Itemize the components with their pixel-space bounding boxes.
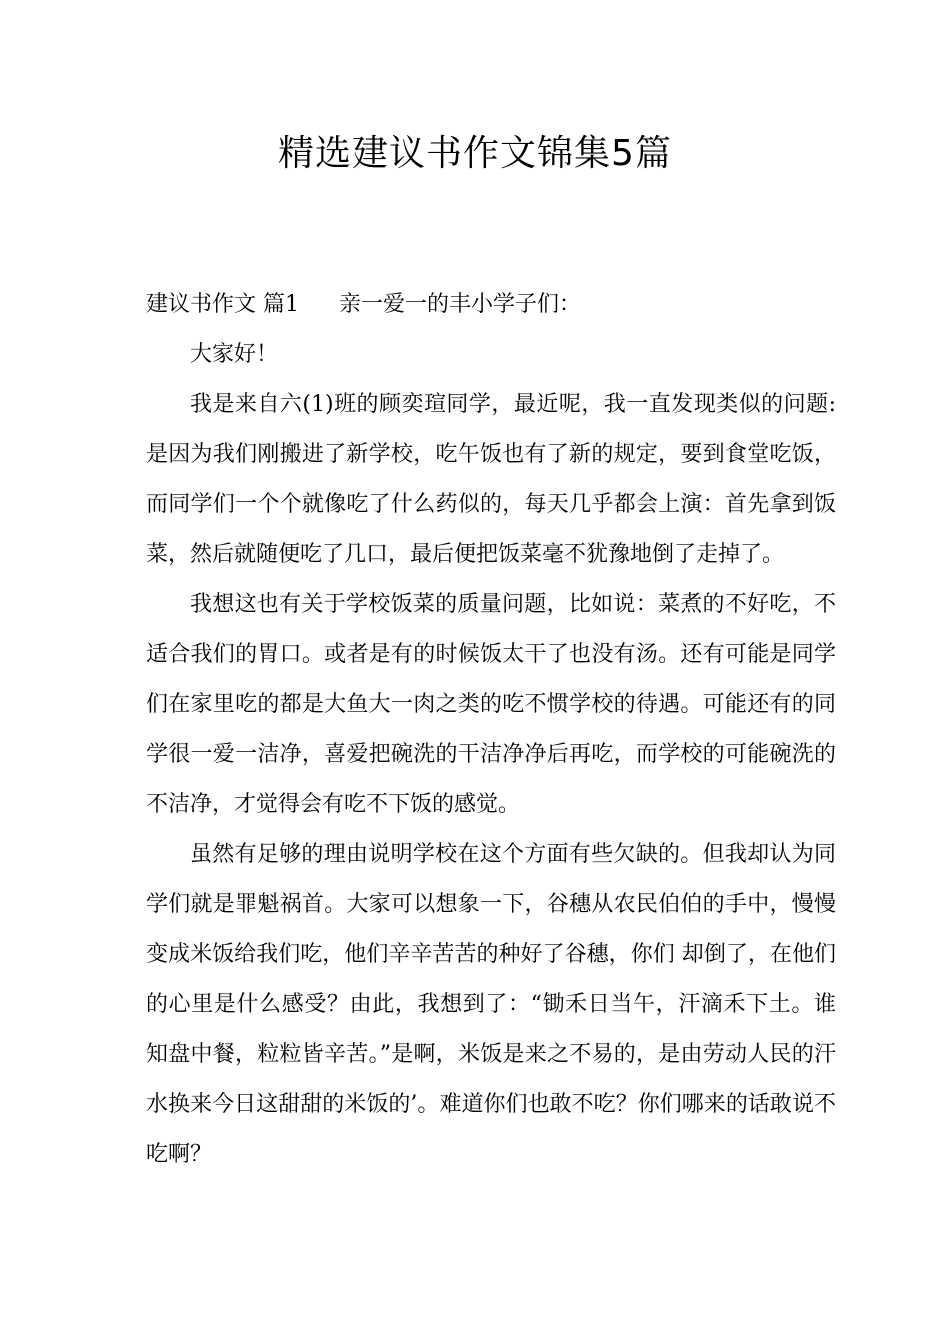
- section-heading-line: [146, 280, 836, 330]
- body-paragraph-1: 我是来自六(1)班的顾奕瑄同学，最近呢，我一直发现类似的问题:是因为我们刚搬进了新学校，吃午饭也有了新的规定，要到食堂吃饭，而同学们一个个就像吃了什么药似的，每天几乎都会上演：首先拿到饭菜，然后就随便吃了几口，最后便把饭菜毫不犹豫地倒了走掉了。: [146, 392, 836, 567]
- body-paragraph-3: 虽然有足够的理由说明学校在这个方面有些欠缺的。但我却认为同学们就是罪魁祸首。大家可以想象一下，谷穗从农民伯伯的手中，慢慢变成米饭给我们吃，他们辛辛苦苦的种好了谷穗，你们 却倒了，在他们的心里是什么感受？由此，我想到了：“锄禾日当午，汗滴禾下土。谁知盘中餐，粒粒皆辛苦。”是啊，米饭是来之不易的，是由劳动人民的汗水换来今日这甜甜的米饭的’。难道你们也敢不吃？你们哪来的话敢说不吃啊？: [146, 842, 836, 1167]
- body-paragraph-2: 我想这也有关于学校饭菜的质量问题，比如说：菜煮的不好吃，不适合我们的胃口。或者是有的时候饭太干了也没有汤。还有可能是同学们在家里吃的都是大鱼大一肉之类的吃不惯学校的待遇。可能还有的同学很一爱一洁净，喜爱把碗洗的干洁净净后再吃，而学校的可能碗洗的不洁净，才觉得会有吃不下饭的感觉。: [146, 592, 836, 817]
- section-label: 建议书作文 篇1: [146, 292, 299, 317]
- greeting-paragraph: 大家好！: [190, 342, 279, 367]
- document-title: 精选建议书作文锦集5篇: [278, 133, 672, 174]
- document-body: [146, 280, 836, 1180]
- salutation: 亲一爱一的丰小学子们：: [339, 292, 582, 317]
